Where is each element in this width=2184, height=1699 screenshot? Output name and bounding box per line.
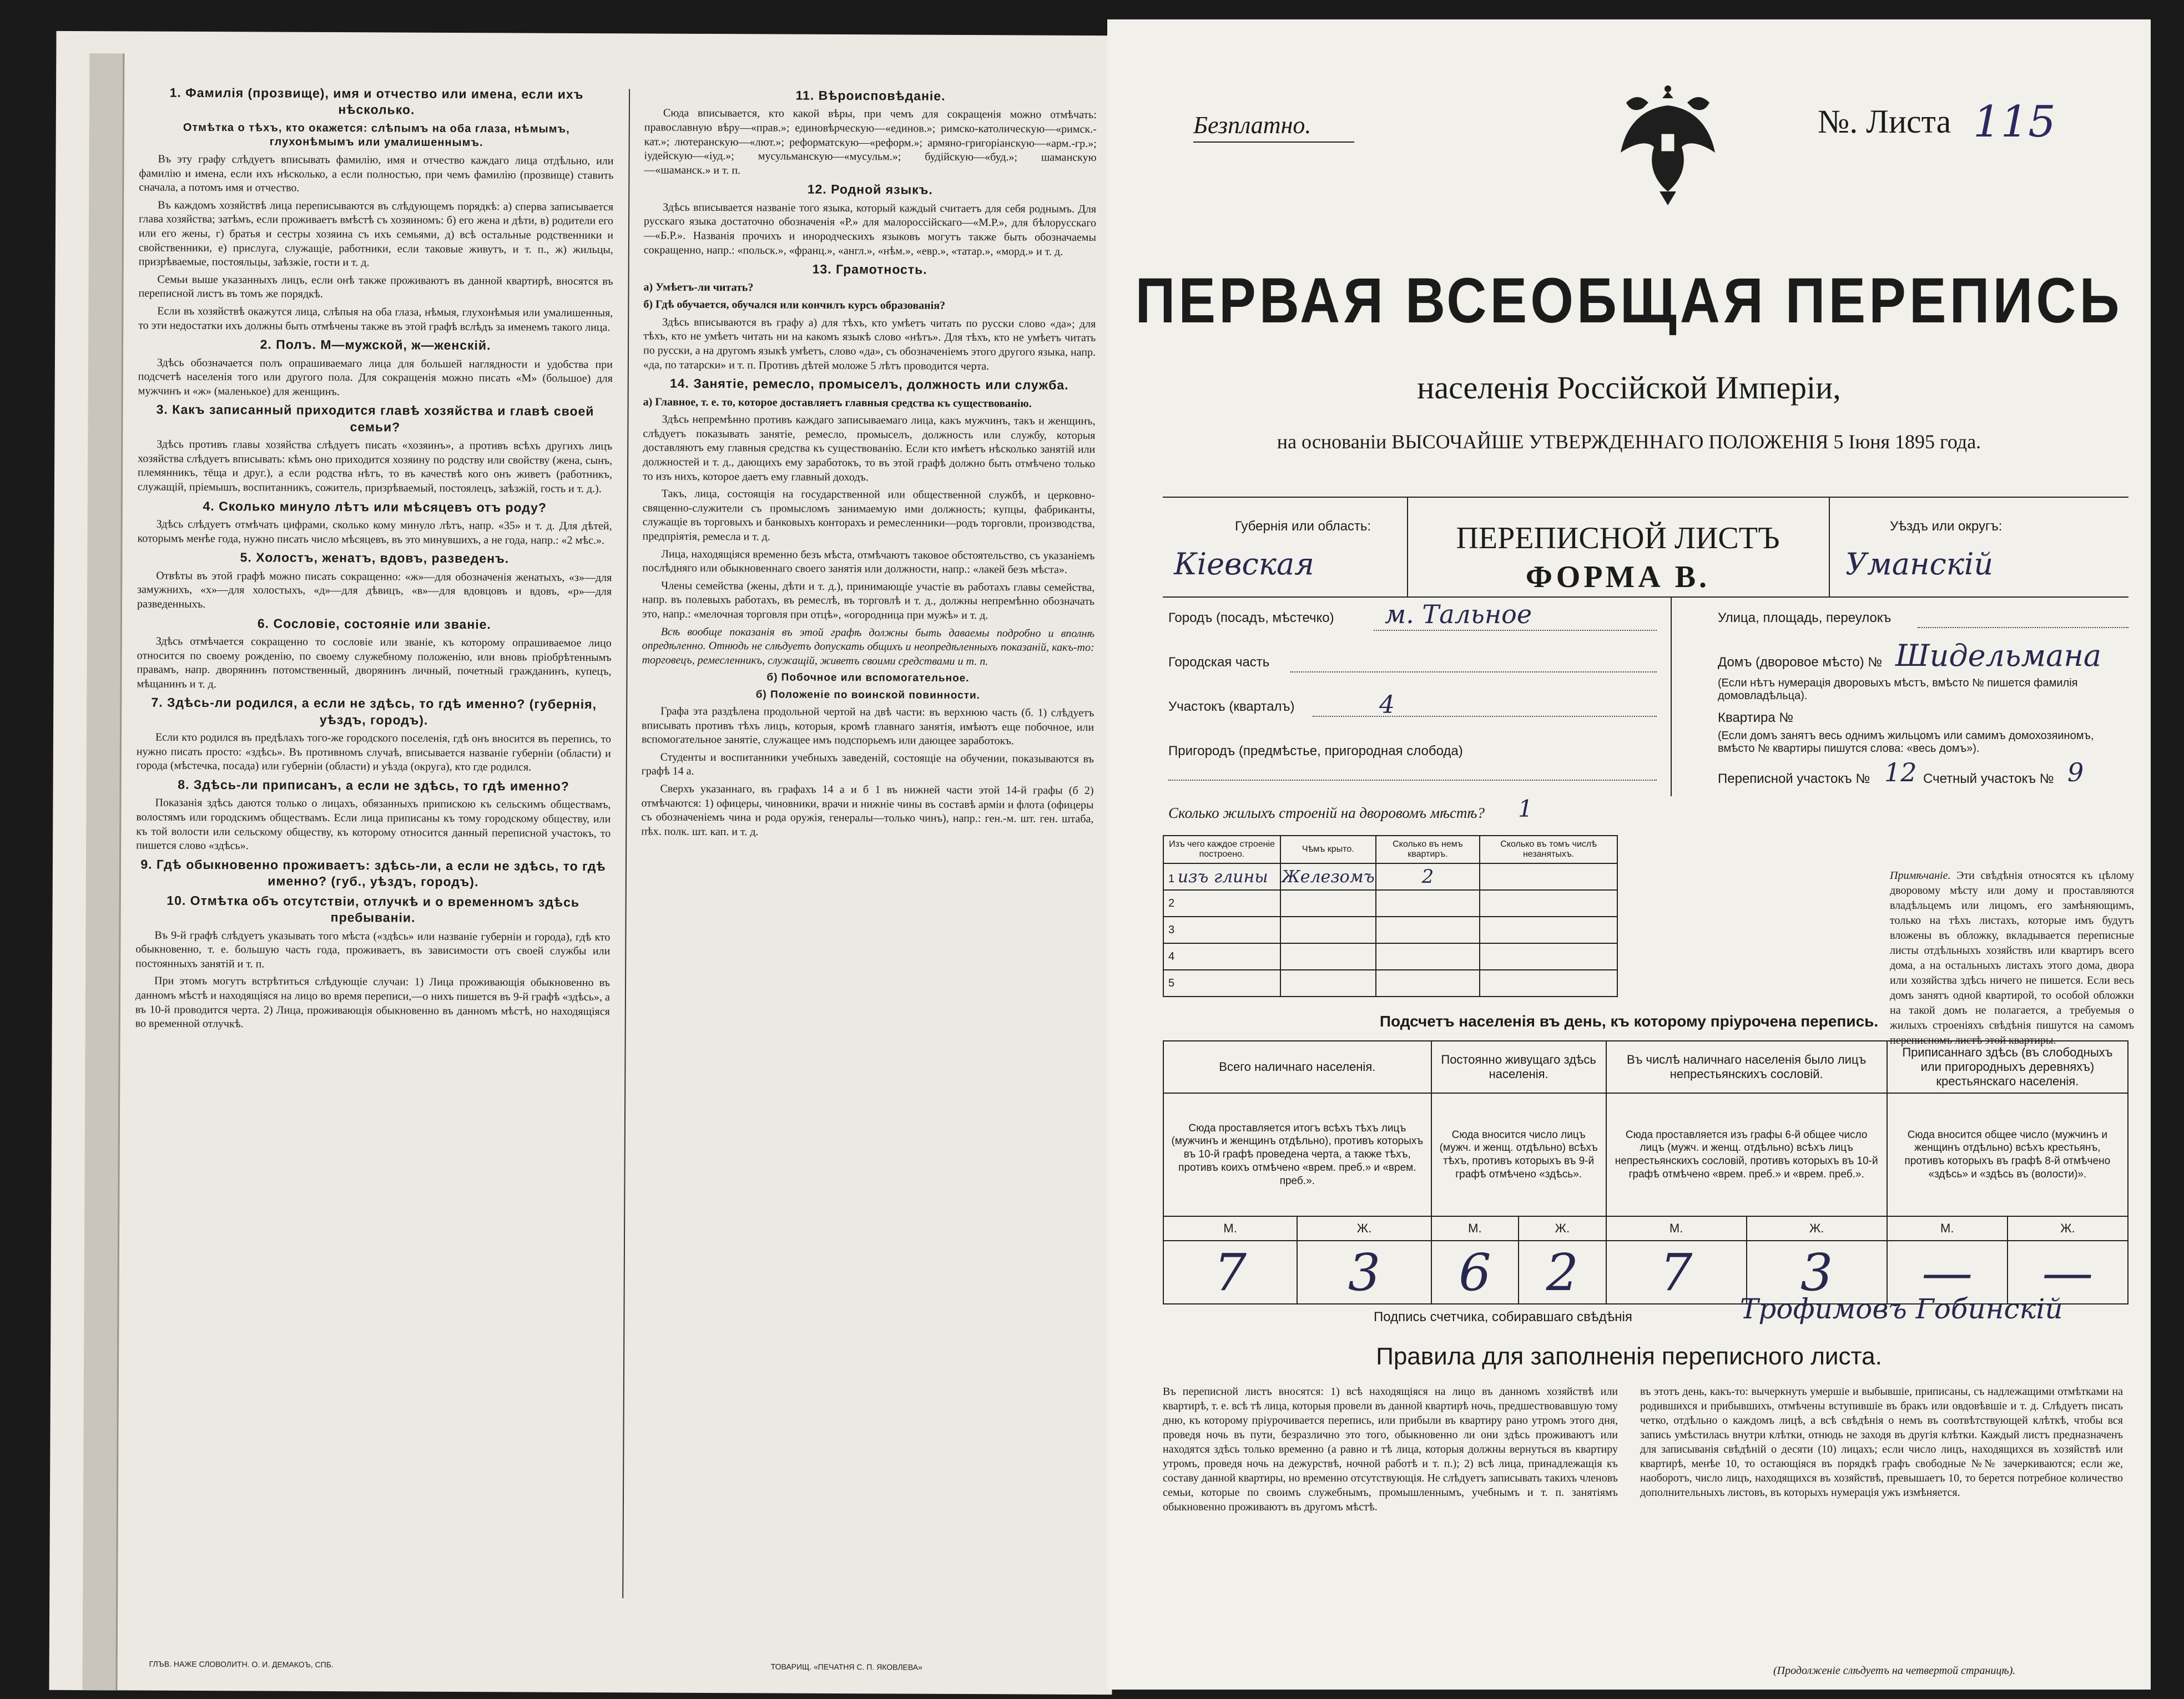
imperial-eagle-icon — [1610, 80, 1726, 208]
field-line — [1290, 671, 1657, 672]
sex-header: Ж. — [1519, 1216, 1606, 1241]
section-heading: 1. Фамилія (прозвище), имя и отчество или имена, если ихъ нѣсколько. — [169, 85, 584, 118]
section-heading: 8. Здѣсь-ли приписанъ, а если не здѣсь, то гдѣ именно? — [178, 777, 569, 793]
section-heading: 4. Сколько минуло лѣтъ или мѣсяцевъ отъ роду? — [203, 498, 547, 515]
row-number: 4 — [1163, 943, 1280, 970]
census-value: 3 — [1747, 1241, 1887, 1304]
table-cell — [1280, 970, 1376, 997]
buildings-header: Изъ чего каждое строеніе построено. — [1163, 836, 1280, 863]
uezd-label: Уѣздъ или округъ: — [1890, 519, 2003, 534]
paragraph: Здѣсь обозначается полъ опрашиваемаго лица для большей наглядности и удобства при подсчетѣ населенія того или другого пола. Для сокращенія можно писать «М» (большое) для мужчинъ и «ж» (маленькое) для женщинъ. — [138, 356, 613, 398]
section-heading: 6. Сословіе, состояніе или званіе. — [257, 615, 491, 631]
house-note: (Если нѣтъ нумерація дворовыхъ мѣстъ, вмѣсто № пишется фамилія домовладѣльца). — [1718, 677, 2078, 702]
printer-imprint-left: ГЛЪВ. НАЖЕ СЛОВОЛИТН. О. И. ДЕМАКОЪ, СПБ. — [149, 1659, 334, 1670]
buildings-question: Сколько жилыхъ строеній на дворовомъ мѣстѣ? — [1168, 805, 1485, 821]
paragraph: Въ эту графу слѣдуетъ вписывать фамилію, имя и отчество каждаго лица отдѣльно, или фамилію и имена, если ихъ нѣсколько, а если полностью, при чемъ фамилію (прозвище) ставить сначала, а потомъ имя и отчество. — [139, 153, 614, 194]
city-part-label: Городская часть — [1168, 655, 1270, 670]
census-value: — — [1887, 1241, 2008, 1304]
gubernia-value: Кіевская — [1174, 547, 1314, 581]
perepis-uchastok-value: 12 — [1884, 757, 1917, 787]
census-description: Сюда вносится общее число (мужчинъ и женщинъ отдѣльно) всѣхъ крестьянъ, противъ которыхъ въ графѣ 8-й отмѣчено «здѣсь» и «здѣсь въ (волости)». — [1887, 1093, 2128, 1216]
census-value: 7 — [1606, 1241, 1747, 1304]
subheading-b: б) Гдѣ обучается, обучался или кончилъ курсъ образованія? — [643, 298, 946, 312]
subheading: а) Главное, т. е. то, которое доставляетъ главныя средства къ существованію. — [643, 396, 1032, 410]
paragraph: Графа эта раздѣлена продольной чертой на двѣ части: въ верхнюю часть (б. 1) слѣдуетъ вписывать противъ тѣхъ лицъ, которыя, кромѣ главнаго занятія, имѣютъ еще побочное, или вспомогательное занятіе, служащее имъ подспорьемъ или дающее заработокъ. — [641, 705, 1094, 747]
row-number: 2 — [1163, 890, 1280, 917]
census-value: — — [2008, 1241, 2128, 1304]
apt-note: (Если домъ занятъ весь однимъ жильцомъ или самимъ домохозяиномъ, вмѣсто № квартиры пишутся слова: «весь домъ»). — [1718, 730, 2094, 755]
table-row — [1163, 970, 1617, 997]
field-line — [1374, 630, 1657, 631]
field-line — [1168, 780, 1657, 781]
paragraph: Всѣ вообще показанія въ этой графѣ должны быть даваемы подробно и вполнѣ опредѣленно. Отнюдь не слѣдуетъ допускать общихъ и неопредѣленныхъ показаній, какъ-то: торговецъ, ремесленникъ, служащій, живетъ своими средствами и т. п. — [642, 625, 1094, 668]
field-line — [1918, 627, 2128, 628]
table-cell — [1376, 970, 1480, 997]
census-header: Всего наличнаго населенія. — [1163, 1041, 1431, 1093]
census-basis: на основаніи ВЫСОЧАЙШЕ УТВЕРЖДЕННАГО ПОЛОЖЕНІЯ 5 Іюня 1895 года. — [1277, 431, 1981, 453]
section-heading: 2. Полъ. М—мужской, ж—женскій. — [260, 337, 491, 353]
census-value: 2 — [1519, 1241, 1606, 1304]
sheet-number-label: №. Листа — [1818, 103, 1951, 140]
paragraph: Здѣсь отмѣчается сокращенно то сословіе или званіе, къ которому опрашиваемое лицо относится по своему рожденію, по своему служебному положенію, или вновь пріобрѣтеннымъ правамъ, напр. дворянинъ потомственный, дворянинъ личный, почетный гражданинъ, купецъ, мѣщанинъ и т. д. — [137, 635, 612, 690]
section-heading: 14. Занятіе, ремесло, промыселъ, должность или служба. — [669, 376, 1069, 393]
census-subtitle: населенія Россійской Имперіи, — [1417, 370, 1841, 406]
street-label: Улица, площадь, переулокъ — [1718, 610, 1892, 625]
paragraph: Лица, находящіяся временно безъ мѣста, отмѣчаютъ таковое обстоятельство, съ указаніемъ послѣдняго или обыкновеннаго своего занятія или должности, напр.: «лакей безъ мѣста». — [642, 548, 1095, 576]
paragraph: Сверхъ указаннаго, въ графахъ 14 а и б 1 въ нижней части этой 14-й графы (б 2) отмѣчаются: 1) офицеры, чиновники, врачи и нижніе чины въ составѣ арміи и флота (офицеры съ обозначеніемъ чина и рода оружія, генералы—только чинъ), напр.: ген.-м. шт. ген. штаба, пѣх. полк. шт. кап. и т. д. — [641, 782, 1094, 838]
roof-value: Железомъ — [1280, 863, 1376, 890]
sex-header: М. — [1431, 1216, 1519, 1241]
row-number: 3 — [1163, 917, 1280, 943]
perepis-uchastok-label: Переписной участокъ № — [1718, 771, 1870, 786]
sex-header: Ж. — [1297, 1216, 1431, 1241]
right-page-census-form — [1107, 19, 2151, 1690]
rule — [1407, 497, 1408, 596]
sheet-number-value: 115 — [1973, 97, 2056, 147]
gubernia-label: Губернія или область: — [1235, 519, 1371, 534]
uezd-value: Уманскій — [1845, 547, 1994, 581]
buildings-count-value: 1 — [1518, 795, 1533, 822]
section-heading: 3. Какъ записанный приходится главѣ хозяйства и главѣ своей семьи? — [156, 402, 594, 434]
table-row — [1163, 863, 1617, 890]
sex-header: Ж. — [2008, 1216, 2128, 1241]
column-divider — [622, 89, 630, 1598]
table-cell — [1280, 943, 1376, 970]
rule — [1671, 596, 1672, 796]
instructions-column-left — [133, 81, 614, 1581]
section-heading: б) Положеніе по воинской повинности. — [755, 689, 980, 701]
paragraph: Здѣсь слѣдуетъ отмѣчать цифрами, сколько кому минуло лѣтъ, напр. «35» и т. д. Для дѣтей, которымъ менѣе года, нужно писать число мѣсяцевъ, въ это минувшихъ, а не года, напр.: «2 мѣс.». — [137, 518, 612, 547]
sex-header: Ж. — [1747, 1216, 1887, 1241]
city-label: Городъ (посадъ, мѣстечко) — [1168, 610, 1334, 625]
section-heading: 5. Холостъ, женатъ, вдовъ, разведенъ. — [240, 550, 510, 566]
uchastok-value: 4 — [1379, 691, 1395, 719]
empty-value — [1480, 863, 1617, 890]
section-heading: б) Побочное или вспомогательное. — [766, 671, 970, 685]
form-title — [1418, 519, 1818, 596]
paragraph: Если въ хозяйствѣ окажутся лица, слѣпыя на оба глаза, нѣмыя, глухонѣмыя или умалишенныя, то эти недостатки ихъ должны быть отмѣчены также въ этой графѣ вслѣдъ за именемъ такого лица. — [138, 305, 613, 333]
table-cell — [1376, 943, 1480, 970]
table-cell — [1480, 890, 1617, 917]
table-cell — [1376, 917, 1480, 943]
census-header: Въ числѣ наличнаго населенія было лицъ непрестьянскихъ сословій. — [1606, 1041, 1887, 1093]
paragraph: Здѣсь непремѣнно противъ каждаго записываемаго лица, какъ мужчинъ, такъ и женщинъ, слѣдуетъ показывать занятіе, ремесло, промыселъ, должность или службу, которыя доставляютъ ему главныя средства къ существованію. Если кто имѣетъ нѣсколько занятій или должностей и т. д., дающихъ ему заработокъ, то въ этой графѣ должно быть отмѣчено только то изъ нихъ, которое даетъ ему главный доходъ. — [642, 413, 1096, 483]
left-page-instructions — [49, 31, 1119, 1695]
table-cell — [1480, 917, 1617, 943]
paragraph: Члены семейства (жены, дѣти и т. д.), принимающіе участіе въ работахъ главы семейства, напр. въ полевыхъ работахъ, въ ремеслѣ, въ торговлѣ и т. д., должны непремѣнно обозначать это, напр.: «мелочная торговля при отцѣ», «огородница при мужѣ» и т. д. — [642, 579, 1095, 622]
table-row — [1163, 890, 1617, 917]
apartments-value: 2 — [1376, 863, 1480, 890]
field-line — [1313, 716, 1657, 717]
paragraph: Здѣсь противъ главы хозяйства слѣдуетъ писать «хозяинъ», а противъ всѣхъ другихъ лицъ хозяйства слѣдуетъ вписывать: кѣмъ оно приходится хозяину по родству или свойству (жена, сынъ, племянникъ, тёща и друг.), а если родства нѣтъ, то въ качествѣ кого онъ живетъ (работникъ, служащій, пріемышъ, воспитанникъ, сожитель, призрѣваемый, постоялецъ, заѣзжій, гость и т. д.). — [137, 438, 613, 495]
census-count-title: Подсчетъ населенія въ день, къ которому пріурочена перепись. — [1379, 1013, 1879, 1030]
buildings-header: Чѣмъ крыто. — [1280, 836, 1376, 863]
table-cell — [1280, 890, 1376, 917]
house-label: Домъ (дворовое мѣсто) № — [1718, 655, 1883, 670]
schet-uchastok-value: 9 — [2067, 757, 2084, 787]
material-value: изъ глины — [1177, 867, 1268, 887]
form-title-line2: ФОРМА В. — [1525, 560, 1711, 594]
section-subheading: Отмѣтка о тѣхъ, кто окажется: слѣпымъ на оба глаза, нѣмымъ, глухонѣмымъ или умалишеннымъ. — [183, 121, 570, 149]
paragraph: Если кто родился въ предѣлахъ того-же городского поселенія, гдѣ онъ вносится въ перепись, то нужно писать просто: «здѣсь». Въ противномъ случаѣ, вписывается названіе губерніи (области) и города (мѣстечка, посада) или губерніи (области) и уѣзда (округа), кто где родился. — [136, 731, 612, 773]
census-description: Сюда проставляется изъ графы 6-й общее число лицъ (мужч. и женщ. отдѣльно) всѣхъ лицъ непрестьянскихъ сословій, противъ которыхъ въ 10-й графѣ отмѣчено «врем. преб.» и «врем. преб.». — [1606, 1093, 1887, 1216]
paragraph: Такъ, лица, состоящія на государственной или общественной службѣ, и церковно-священно-служители съ промысломъ занимаемую ими должность; купцы, фабриканты, служащіе въ торговыхъ и банковыхъ конторахъ и ремесленники—родъ торговли, производства, предпріятія, ремесла и т. д. — [642, 487, 1095, 543]
sex-header: М. — [1163, 1216, 1297, 1241]
rules-title: Правила для заполненія переписного листа. — [1376, 1343, 1882, 1370]
paragraph: Семьи выше указанныхъ лицъ, если онѣ также проживаютъ въ данной квартирѣ, вносятся въ переписной листъ въ томъ же порядкѣ. — [138, 273, 613, 301]
signature-value: Трофимовъ Гобинскій — [1740, 1293, 2063, 1325]
note-text: Эти свѣдѣнія относятся къ цѣлому дворовому мѣсту или дому и проставляются владѣльцемъ или лицомъ, его замѣняющимъ, только на тѣхъ листахъ, которые имъ будутъ вложены въ обложку, вкладывается переписные листы отдѣльныхъ хозяйствъ или квартиръ всего дома, а на остальныхъ листахъ этого дома, двора или хозяйства здѣсь ничего не пишется. Если весь домъ занятъ одной квартирой, то особой обложки на такой домъ не полагается, а требуемыя о жилыхъ строеніяхъ свѣдѣнія пишутся на самомъ переписномъ листѣ этой квартиры. — [1890, 869, 2135, 1046]
paragraph: Въ 9-й графѣ слѣдуетъ указывать того мѣста («здѣсь» или названіе губерніи и города), гдѣ кто обыкновенно, т. е. большую часть года, проживаетъ, въ зависимости отъ своей службы или постоянныхъ занятій и т. п. — [135, 929, 611, 970]
uchastok-label: Участокъ (кварталъ) — [1168, 699, 1295, 714]
paragraph: Здѣсь вписываются въ графу а) для тѣхъ, кто умѣетъ читать по русски слово «да»; для тѣхъ, кто не умѣетъ читать ни на какомъ языкѣ слово «нѣтъ». Для тѣхъ, кто не умѣетъ читать по русски, а на другомъ языкѣ умѣетъ, слово «да», съ обозначеніемъ этого другого языка, напр. «да, по татарски» и т. п. Противъ дѣтей моложе 5 лѣтъ проводится черта. — [643, 316, 1096, 372]
free-underline — [1193, 141, 1354, 143]
section-heading: 9. Гдѣ обыкновенно проживаетъ: здѣсь-ли, а если не здѣсь, то гдѣ именно? (губ., уѣздъ, городъ). — [140, 857, 606, 889]
census-description: Сюда проставляется итогъ всѣхъ тѣхъ лицъ (мужчинъ и женщинъ отдѣльно), противъ которыхъ въ 10-й графѣ проведена черта, а также тѣхъ, противъ коихъ отмѣчено «врем. преб.» и «врем. преб.». — [1163, 1093, 1431, 1216]
buildings-header: Сколько въ томъ числѣ незанятыхъ. — [1480, 836, 1617, 863]
section-heading: 7. Здѣсь-ли родился, а если не здѣсь, то гдѣ именно? (губернія, уѣздъ, городъ). — [151, 695, 597, 727]
paragraph: Студенты и воспитанники учебныхъ заведеній, состоящіе на обучении, показываются въ графѣ 14 а. — [641, 751, 1094, 778]
signature-label: Подпись счетчика, собиравшаго свѣдѣнія — [1374, 1309, 1632, 1324]
printer-imprint-right: ТОВАРИЩ. «ПЕЧАТНЯ С. П. ЯКОВЛЕВА» — [770, 1662, 922, 1672]
row-number: 5 — [1163, 970, 1280, 997]
paragraph: Въ каждомъ хозяйствѣ лица переписываются въ слѣдующемъ порядкѣ: а) сперва записывается глава хозяйства; затѣмъ, если проживаетъ вмѣстѣ съ хозяиномъ: б) его жена и дѣти, в) родители его или его жены, г) братья и сестры хозяина съ ихъ семьями, д) всѣ остальные родственники и свойственники, е) прислуга, служащіе, работники, если таковые живутъ, и т. п., ж) жильцы, призрѣваемые, постояльцы, заѣзжіе, гости и т. д. — [138, 199, 614, 269]
table-cell — [1480, 943, 1617, 970]
free-label: Безплатно. — [1193, 112, 1312, 139]
section-heading: 11. Вѣроисповѣданіе. — [795, 88, 946, 103]
rules-column-left: Въ переписной листъ вносятся: 1) всѣ находящіяся на лицо въ данномъ хозяйствѣ или квартирѣ, т. е. всѣ тѣ лица, которыя провели въ данной квартирѣ ночь, предшествовавшую тому дню, къ которому пріурочивается перепись, или прибыли въ квартиру рано утромъ этого дня, проведя ночь въ пути, безразлично это того, обыкновенно ли они здѣсь проживаютъ или находятся здѣсь только временно (а равно и тѣ лица, которыя должны вернуться въ квартиру утромъ, проведя ночь на дежурствѣ, ночной работѣ и т. п.); 2) всѣ лица, принадлежащія къ составу данной квартиры, но временно отсутствующія. Не слѣдуетъ записывать такихъ членовъ семьи, которые по своимъ служебнымъ, промышленнымъ, учебнымъ и т. п. занятіямъ обыкновенно проживаютъ въ другомъ мѣстѣ. — [1163, 1386, 1618, 1513]
rule — [1163, 497, 2128, 498]
paragraph: Показанія здѣсь даются только о лицахъ, обязанныхъ припискою къ сельскимъ обществамъ, волостямъ или городскимъ обществамъ. Если лица приписаны къ тому городскому обществу, или къ той волости или сельскому обществу, къ которому относится данный переписной участокъ, то пишется слово «здѣсь». — [136, 797, 611, 852]
table-cell — [1376, 890, 1480, 917]
sex-header: М. — [1887, 1216, 2008, 1241]
buildings-table — [1163, 835, 1618, 997]
table-row — [1163, 943, 1617, 970]
rules-continuation: (Продолженіе слѣдуетъ на четвертой страницѣ). — [1773, 1665, 2016, 1677]
census-value: 7 — [1163, 1241, 1297, 1304]
paragraph: Сюда вписывается, кто какой вѣры, при чемъ для сокращенія можно отмѣчать: православную вѣру—«прав.»; единовѣрческую—«единов.»; римско-католическую—«римск.-кат.»; лютеранскую—«лют.»; реформатскую—«реформ.»; армяно-григоріанскую—«арм.-гр.»; іудейскую—«іуд.»; мусульманскую—«мусульм.»; будійскую—«буд.»; шаманскую—«шаманск.» и т. п. — [644, 107, 1097, 177]
note-title: Примѣчаніе. — [1890, 869, 1951, 882]
table-row — [1163, 917, 1617, 943]
section-heading: 13. Грамотность. — [812, 262, 927, 277]
census-header: Постоянно живущаго здѣсь населенія. — [1431, 1041, 1606, 1093]
census-value: 6 — [1431, 1241, 1519, 1304]
form-title-line1: ПЕРЕПИСНОЙ ЛИСТЪ — [1456, 521, 1780, 555]
section-heading: 10. Отмѣтка объ отсутствіи, отлучкѣ и о временномъ здѣсь пребываніи. — [167, 893, 580, 925]
paragraph: Здѣсь вписывается названіе того языка, который каждый считаетъ для себя роднымъ. Для русскаго языка достаточно обозначенія «Р.» для малороссійскаго—«М.Р.», для бѣлорусскаго—«Б.Р.». Названія прочихъ и инородческихъ языковъ могутъ также быть обозначаемы сокращенно, напр.: «польск.», «франц.», «англ.», «нѣм.», «евр.», «татар.», «морд.» и т. д. — [643, 201, 1097, 258]
row-number: 1 — [1168, 872, 1175, 885]
prigorod-label: Пригородъ (предмѣстье, пригородная слобода) — [1168, 744, 1463, 759]
rule — [1829, 497, 1830, 596]
table-cell — [1480, 970, 1617, 997]
schet-uchastok-label: Счетный участокъ № — [1923, 771, 2054, 786]
paragraph: При этомъ могутъ встрѣтиться слѣдующіе случаи: 1) Лица проживающія обыкновенно въ данномъ мѣстѣ и находящіяся на лицо во время переписи,—о нихъ пишется въ 9-й графѣ «здѣсь», а въ 10-й проводится черта. 2) Лица, проживающія обыкновенно въ данномъ мѣстѣ, но находящіяся во временной отлучкѣ. — [135, 974, 611, 1030]
census-header: Приписаннаго здѣсь (въ слободныхъ или пригородныхъ деревняхъ) крестьянскаго населенія. — [1887, 1041, 2128, 1093]
table-cell — [1280, 917, 1376, 943]
sex-header: М. — [1606, 1216, 1747, 1241]
census-main-title: ПЕРВАЯ ВСЕОБЩАЯ ПЕРЕПИСЬ — [1135, 265, 2123, 337]
census-count-table — [1163, 1040, 2128, 1304]
page-stack-edge — [82, 53, 124, 1690]
rules-column-right: въ этотъ день, какъ-то: вычеркнуть умершіе и выбывшіе, приписаны, съ надлежащими отмѣтками на родившихся и прибывшихъ, отмѣчены вступившіе въ бракъ или овдовѣвшіе и т. д. Слѣдуетъ писать четко, отдѣльно о каждомъ лицѣ, а всѣ свѣдѣнія о немъ въ соотвѣтствующей клѣткѣ, чтобы вся запись умѣстилась внутри клѣтки, отнюдь не заходя въ другія клѣтки. Каждый листъ предназначенъ для записыванія свѣдѣній о десяти (10) лицахъ; если число лицъ, находящихся въ хозяйствѣ или квартирѣ, менѣе 10, то остающіяся въ порядкѣ графъ свободные №№ зачеркиваются; если же, наоборотъ, число лицъ, находящихся въ хозяйствѣ, превышаетъ 10, то берется потребное количество дополнительныхъ листовъ, въ которыхъ нумерація ужъ измѣняется. — [1640, 1386, 2123, 1499]
section-heading: 12. Родной языкъ. — [807, 182, 933, 198]
table-cell — [1163, 863, 1280, 890]
instructions-column-right — [638, 83, 1097, 1584]
census-description: Сюда вносится число лицъ (мужч. и женщ. отдѣльно) всѣхъ тѣхъ, противъ которыхъ въ 9-й графѣ отмѣчено «здѣсь». — [1431, 1093, 1606, 1216]
apt-label: Квартира № — [1718, 710, 1794, 725]
subheading-a: а) Умѣетъ-ли читать? — [643, 281, 754, 294]
paragraph: Отвѣты въ этой графѣ можно писать сокращенно: «ж»—для обозначенія женатыхъ, «з»—для замужнихъ, «х»—для холостыхъ, «д»—для дѣвицъ, «в»—для вдовцовъ и вдовъ, «р»—для разведенныхъ. — [137, 569, 612, 610]
house-value: Шидельмана — [1895, 638, 2102, 673]
census-value: 3 — [1297, 1241, 1431, 1304]
city-value: м. Тальное — [1385, 599, 1532, 629]
buildings-header: Сколько въ немъ квартиръ. — [1376, 836, 1480, 863]
rule — [1163, 596, 2128, 598]
